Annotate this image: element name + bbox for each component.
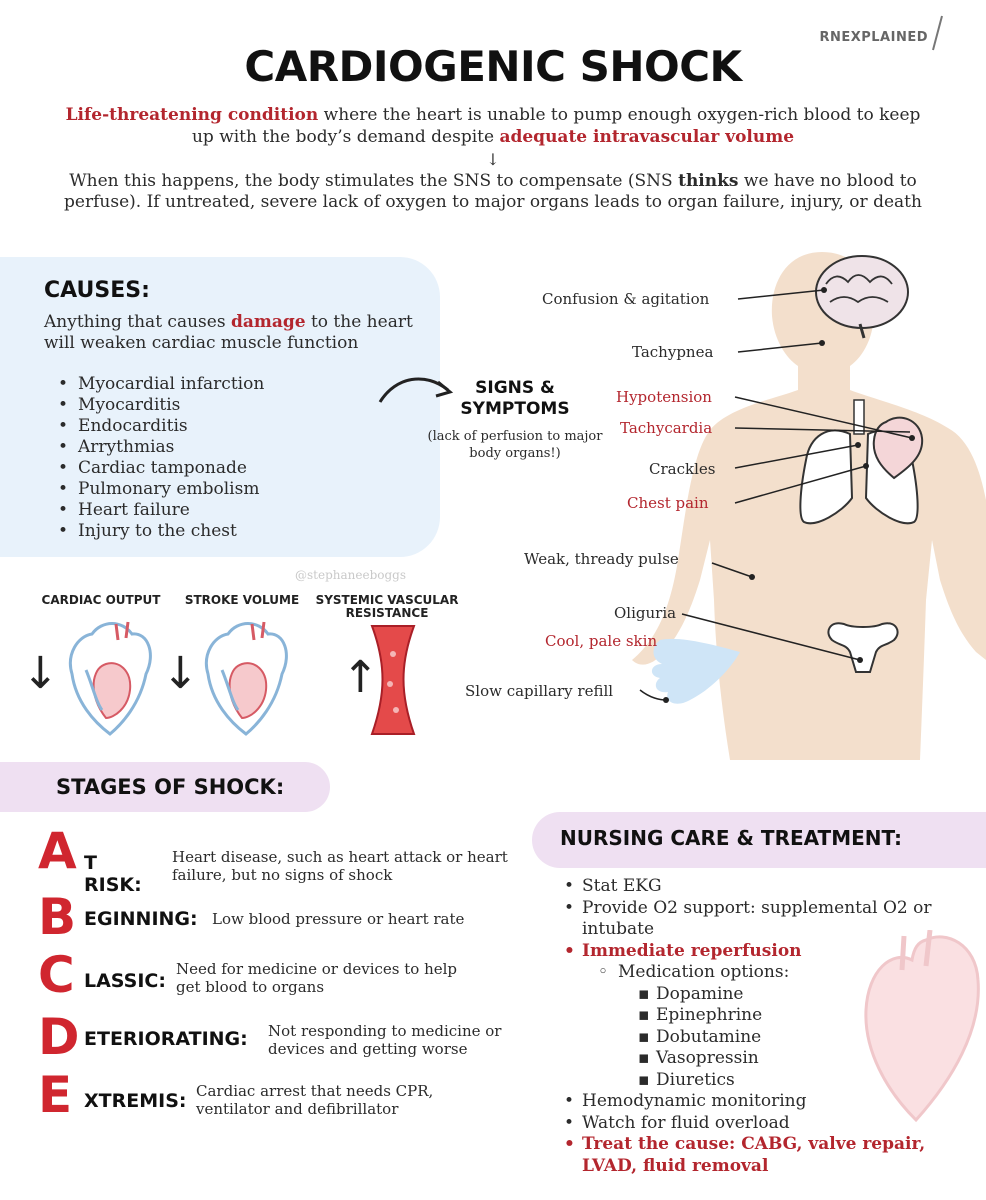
symptom-slow-capillary-refill: Slow capillary refill [465,682,614,700]
nursing-list [560,876,960,1177]
intro-explanation [60,171,926,213]
stage-word: EGINNING: [84,908,198,930]
symptom-cool-pale-skin: Cool, pale skin [545,632,658,650]
cardiac-output-label: CARDIAC OUTPUT [41,593,161,607]
intro-highlight-1: Life-threatening condition [65,105,319,125]
symptom-oliguria: Oliguria [614,604,677,622]
causes-desc-highlight: damage [230,312,306,332]
list-item: • Cardiac tamponade [58,458,264,479]
page-title: CARDIOGENIC SHOCK [244,42,742,91]
list-item: ▪ Dobutamine [560,1027,960,1049]
list-item: • Myocarditis [58,395,264,416]
signs-symptoms-subtitle: (lack of perfusion to major body organs!) [427,429,603,461]
causes-desc-a: Anything that causes [44,312,231,332]
stage-letter: C [38,946,75,1004]
decrease-arrow-icon: ↓ [162,648,199,699]
list-item: • Pulmonary embolism [58,479,264,500]
symptom-tachycardia: Tachycardia [620,419,713,437]
causes-desc-b: to the heart will weaken cardiac muscle function [44,312,413,353]
stages-title: STAGES OF SHOCK: [56,775,285,799]
signs-symptoms-title: SIGNS & SYMPTOMS [460,378,570,419]
intro-text-2a: When this happens, the body stimulates the SNS to compensate (SNS [69,171,679,191]
down-arrow-icon: ↓ [486,150,500,169]
list-item: • Stat EKG [560,876,960,898]
list-item: • Provide O2 support: supplemental O2 or intubate [560,898,960,941]
stage-desc: Not responding to medicine or devices and getting worse [268,1022,502,1058]
stage-desc: Need for medicine or devices to help get blood to organs [176,960,458,996]
list-item: • Myocardial infarction [58,374,264,395]
stage-letter: D [38,1008,80,1066]
intro-text-2c: we have no blood to perfuse). If untreated, severe lack of oxygen to major organs leads to organ failure, injury, or death [64,171,922,212]
increase-arrow-icon: ↑ [342,652,379,703]
nursing-title: NURSING CARE & TREATMENT: [560,826,903,850]
list-item: • Injury to the chest [58,521,264,542]
list-item: ▪ Diuretics [560,1070,960,1092]
stage-letter: B [38,888,77,946]
list-item: • Arrythmias [58,437,264,458]
stage-word: XTREMIS: [84,1090,187,1112]
list-item: ▪ Dopamine [560,984,960,1006]
list-item: ◦ Medication options: [560,962,960,984]
brand-logo: RNEXPLAINED [819,30,928,45]
list-item: • Watch for fluid overload [560,1113,960,1135]
stage-letter: A [38,822,77,880]
body-silhouette-illustration [560,240,986,760]
causes-title: CAUSES: [44,278,150,303]
decrease-arrow-icon: ↓ [22,648,59,699]
symptom-weak-pulse: Weak, thready pulse [524,550,679,568]
stage-desc: Low blood pressure or heart rate [212,910,465,928]
heart-anatomy-icon [198,614,294,740]
list-item: • Immediate reperfusion [560,941,960,963]
list-item: • Treat the cause: CABG, valve repair, LVAD, fluid removal [560,1134,960,1177]
symptom-confusion: Confusion & agitation [542,290,710,308]
blood-vessel-icon [368,624,418,736]
intro-definition [60,104,926,148]
stage-letter: E [38,1066,73,1124]
stage-word: T RISK: [84,852,142,896]
stage-word: ETERIORATING: [84,1028,248,1050]
causes-list [58,374,264,542]
heart-anatomy-icon [62,614,158,740]
intro-text-1: where the heart is unable to pump enough oxygen-rich blood to keep up with the body’s demand despite [191,105,921,147]
symptom-tachypnea: Tachypnea [632,343,714,361]
list-item: • Heart failure [58,500,264,521]
symptom-chest-pain: Chest pain [627,494,709,512]
symptom-crackles: Crackles [649,460,716,478]
stage-desc: Heart disease, such as heart attack or heart failure, but no signs of shock [172,848,508,884]
intro-highlight-2: adequate intravascular volume [499,127,795,147]
stage-word: LASSIC: [84,970,166,992]
svr-label: SYSTEMIC VASCULAR RESISTANCE [315,593,459,620]
list-item: • Hemodynamic monitoring [560,1091,960,1113]
stage-desc: Cardiac arrest that needs CPR, ventilator and defibrillator [196,1082,434,1118]
list-item: • Endocarditis [58,416,264,437]
intro-text-2b: thinks [678,171,739,191]
list-item: ▪ Epinephrine [560,1005,960,1027]
causes-description [44,312,414,354]
symptom-hypotension: Hypotension [616,388,712,406]
watermark: @stephaneeboggs [295,568,407,582]
stroke-volume-label: STROKE VOLUME [184,593,300,607]
list-item: ▪ Vasopressin [560,1048,960,1070]
